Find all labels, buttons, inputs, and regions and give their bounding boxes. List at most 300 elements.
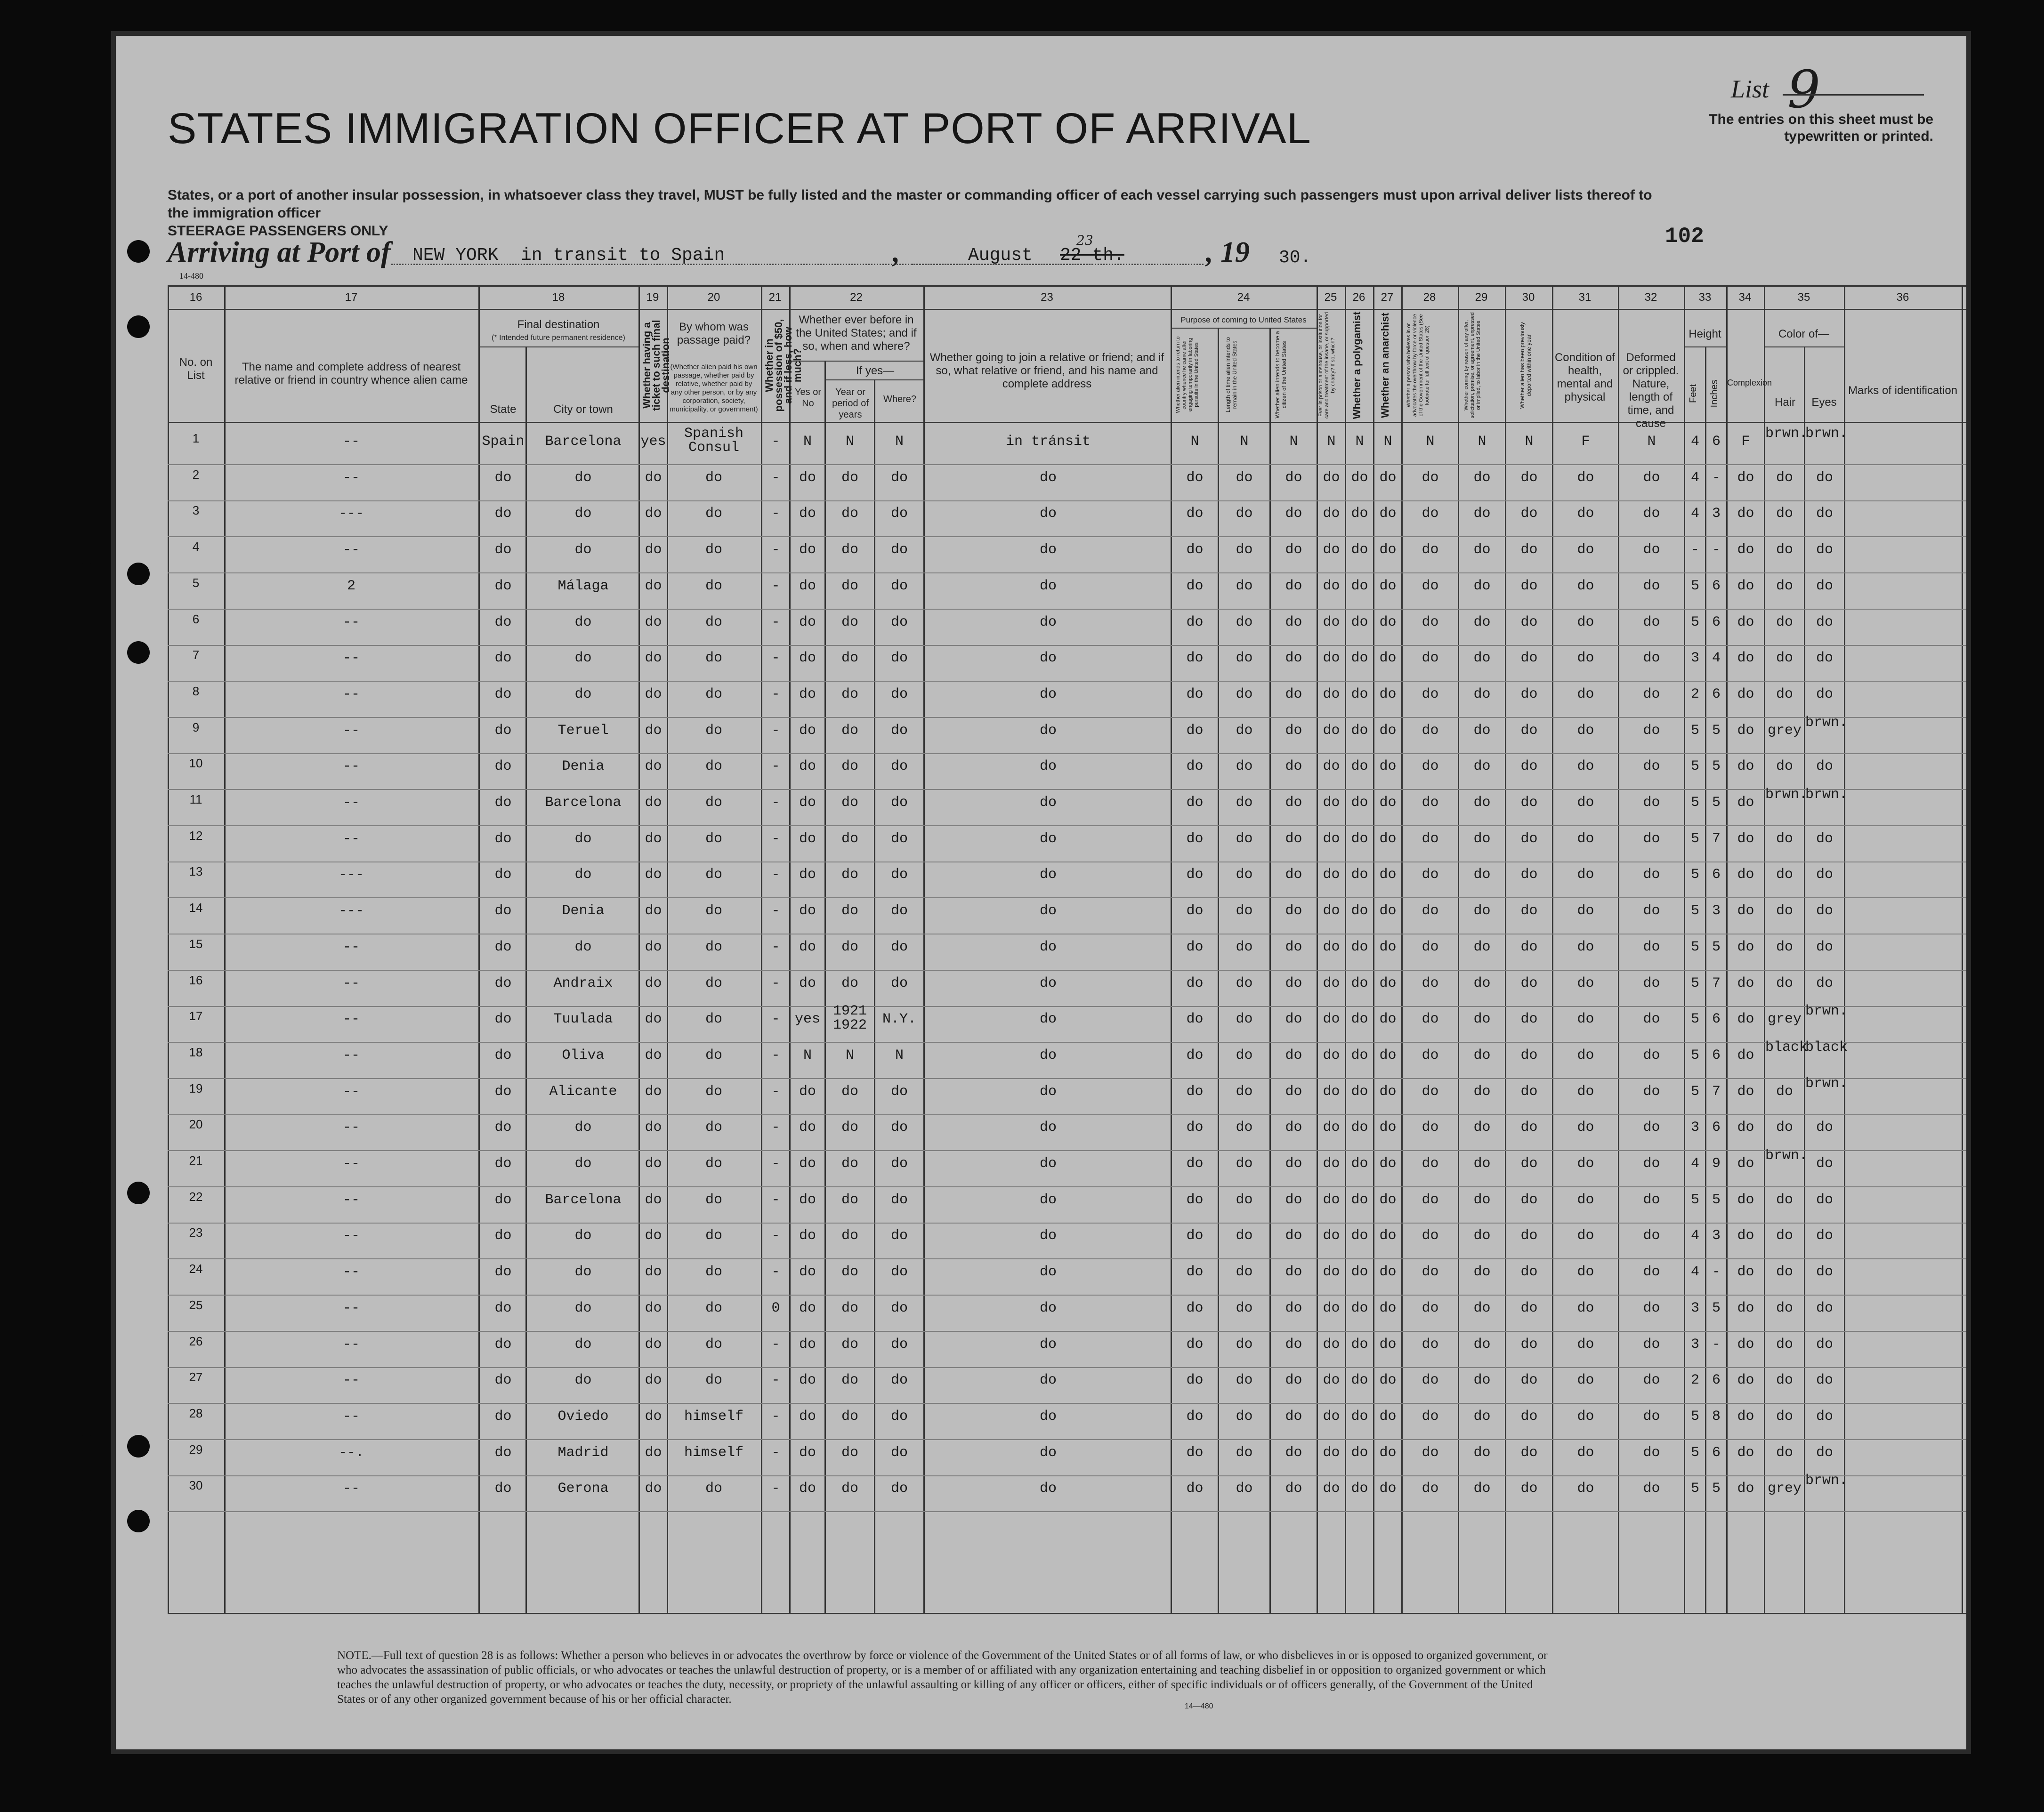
cell-yn: do [799,614,816,630]
cell-p2: do [1236,1192,1253,1208]
cell-yn: do [799,1119,816,1136]
row-rule [168,1439,1966,1440]
cell-join: do [1039,1337,1057,1353]
cell-where: do [890,470,908,486]
cell-money: - [771,1409,780,1425]
row-rule [168,1223,1966,1224]
cell-c27: do [1379,1156,1397,1172]
cell-hair: do [1776,939,1793,955]
cell-city: Alicante [549,1084,617,1100]
cell-ticket: yes [640,434,666,450]
cell-hair: do [1776,1300,1793,1316]
header-eyes: Eyes [1811,396,1837,409]
cell-compl: do [1737,831,1754,847]
cell-c29: do [1473,1337,1491,1353]
cell-inches: 6 [1712,578,1721,594]
cell-city: do [574,1119,592,1136]
row-number: 19 [189,1081,203,1095]
cell-c30: do [1520,1300,1538,1316]
cell-rel: -- [342,1228,360,1244]
cell-state: do [494,1192,512,1208]
cell-year: do [841,542,858,558]
cell-money: - [771,1084,780,1100]
cell-compl: do [1737,758,1754,774]
cell-city: do [574,614,592,630]
cell-c27: do [1379,831,1397,847]
cell-c28: do [1422,1372,1439,1388]
colnum-24: 24 [1237,291,1250,304]
cell-c27: do [1379,578,1397,594]
cell-c26: do [1351,1228,1368,1244]
row-rule [168,789,1966,790]
cell-eyes: do [1816,1300,1833,1316]
cell-compl: do [1737,542,1754,558]
cell-c28: do [1422,578,1439,594]
cell-yn: do [799,650,816,666]
cell-p3: do [1285,1119,1302,1136]
cell-rel: -- [342,723,360,739]
cell-p1: do [1186,1409,1204,1425]
cell-p1: do [1186,1119,1204,1136]
cell-c28: do [1422,758,1439,774]
header-complexion: Complexion [1727,378,1772,387]
cell-where: N [895,1047,904,1063]
cell-state: do [494,903,512,919]
cell-p3: do [1285,1445,1302,1461]
cell-health: do [1577,1337,1594,1353]
cell-hair: do [1776,903,1793,919]
cell-feet: 2 [1690,686,1699,702]
cell-paid: do [705,1337,722,1353]
cell-money: - [771,542,780,558]
cell-paid: do [705,1192,722,1208]
binder-hole [127,1182,150,1204]
cell-c29: do [1473,686,1491,702]
cell-eyes: brwn. [1805,715,1848,731]
row-number: 12 [189,829,203,843]
cell-hair: grey [1767,1481,1802,1497]
cell-deform: do [1643,650,1660,666]
cell-deform: do [1643,1337,1660,1353]
cell-health: do [1577,1228,1594,1244]
cell-p2: do [1236,614,1253,630]
cell-join: do [1039,1119,1057,1136]
cell-where: do [890,1119,908,1136]
cell-c30: do [1520,975,1538,991]
cell-rel: -- [342,1372,360,1388]
cell-c29: do [1473,831,1491,847]
cell-p1: do [1186,975,1204,991]
cell-where: N.Y. [882,1011,916,1027]
row-rule [168,1367,1966,1368]
cell-where: do [890,1337,908,1353]
cell-ticket: do [645,758,662,774]
cell-c30: do [1520,758,1538,774]
cell-c27: do [1379,867,1397,883]
row-rule [168,1078,1966,1079]
cell-hair: do [1776,686,1793,702]
row-number: 14 [189,901,203,915]
cell-join: do [1039,831,1057,847]
cell-c28: do [1422,614,1439,630]
cell-ticket: do [645,686,662,702]
cell-yn: do [799,578,816,594]
cell-state: do [494,1119,512,1136]
cell-city: do [574,1372,592,1388]
cell-rel: -- [342,1264,360,1280]
cell-paid: do [705,867,722,883]
cell-yn: do [799,939,816,955]
cell-paid: do [705,939,722,955]
header-q29: Whether coming by reason of any offer, solicitation, promise, or agreement, expressed or implied, to labor in the United States [1463,312,1481,419]
cell-p1: do [1186,578,1204,594]
cell-where: do [890,1372,908,1388]
cell-p2: do [1236,723,1253,739]
cell-feet: 5 [1690,1192,1699,1208]
cell-paid: do [705,723,722,739]
cell-inches: - [1712,470,1721,486]
entries-note: The entries on this sheet must be typewritten or printed. [1709,112,1933,144]
header-deformed: Deformed or crippled. Nature, length of time, and cause [1623,351,1679,430]
cell-p1: do [1186,939,1204,955]
cell-inches: 8 [1712,1409,1721,1425]
cell-paid: Spanish Consul [684,426,744,456]
cell-eyes: do [1816,1409,1833,1425]
cell-c25: do [1323,1119,1340,1136]
cell-year: do [841,1264,858,1280]
cell-c25: do [1323,831,1340,847]
cell-compl: do [1737,650,1754,666]
cell-c27: do [1379,1300,1397,1316]
cell-p2: do [1236,1337,1253,1353]
cell-c26: do [1351,1445,1368,1461]
cell-p3: do [1285,758,1302,774]
cell-money: - [771,434,780,450]
cell-c30: do [1520,1192,1538,1208]
cell-p3: do [1285,867,1302,883]
row-rule [168,1042,1966,1043]
binder-hole [127,1435,150,1458]
cell-p1: do [1186,1084,1204,1100]
cell-deform: do [1643,1192,1660,1208]
cell-p1: do [1186,831,1204,847]
row-rule [168,1186,1966,1187]
cell-health: do [1577,758,1594,774]
cell-state: do [494,939,512,955]
cell-compl: do [1737,1156,1754,1172]
cell-p1: do [1186,1156,1204,1172]
cell-p1: N [1190,434,1199,450]
cell-inches: - [1712,542,1721,558]
header-purpose-b: Length of time alien intends to remain in the United States [1225,337,1238,413]
binder-hole [127,641,150,664]
header-inches: Inches [1709,379,1720,408]
cell-c25: do [1323,1337,1340,1353]
cell-paid: do [705,1300,722,1316]
cell-eyes: do [1816,1337,1833,1353]
cell-join: do [1039,1192,1057,1208]
binder-hole [75,315,98,338]
cell-c28: do [1422,1264,1439,1280]
cell-hair: do [1776,1084,1793,1100]
date-day-struck: 22 th. [1060,245,1124,266]
cell-city: do [574,470,592,486]
arriving-line [168,236,391,269]
cell-c25: do [1323,939,1340,955]
cell-p1: do [1186,470,1204,486]
cell-health: do [1577,939,1594,955]
cell-rel: -- [342,650,360,666]
cell-compl: do [1737,506,1754,522]
cell-c26: do [1351,470,1368,486]
row-rule [168,1511,1966,1512]
cell-hair: brwn. [1765,787,1808,803]
cell-where: do [890,758,908,774]
cell-p2: do [1236,975,1253,991]
cell-c30: do [1520,723,1538,739]
cell-health: do [1577,795,1594,811]
cell-yn: do [799,795,816,811]
cell-c28: do [1422,903,1439,919]
cell-eyes: do [1816,470,1833,486]
cell-ticket: do [645,939,662,955]
cell-p3: do [1285,903,1302,919]
cell-c30: N [1525,434,1534,450]
cell-deform: do [1643,542,1660,558]
row-rule [168,464,1966,465]
cell-money: - [771,795,780,811]
cell-c25: do [1323,1228,1340,1244]
cell-c26: do [1351,795,1368,811]
cell-yn: do [799,506,816,522]
cell-c27: do [1379,542,1397,558]
header-if-yes: If yes— [856,364,895,377]
cell-eyes: do [1816,1119,1833,1136]
cell-city: Madrid [557,1445,609,1461]
cell-feet: 3 [1690,650,1699,666]
cell-join: do [1039,614,1057,630]
cell-p2: do [1236,939,1253,955]
cell-c29: do [1473,939,1491,955]
subheader-line [1764,346,1844,347]
cell-deform: do [1643,1264,1660,1280]
cell-c25: do [1323,903,1340,919]
cell-rel: 2 [347,578,355,594]
cell-eyes: do [1816,1372,1833,1388]
cell-yn: yes [794,1011,820,1027]
cell-hair: do [1776,470,1793,486]
cell-rel: --- [338,867,364,883]
cell-deform: do [1643,1047,1660,1063]
cell-join: do [1039,758,1057,774]
cell-c29: do [1473,1119,1491,1136]
cell-inches: - [1712,1264,1721,1280]
cell-p3: do [1285,939,1302,955]
cell-yn: do [799,1481,816,1497]
cell-c27: do [1379,723,1397,739]
header-year-period: Year or period of years [832,387,869,420]
cell-c29: do [1473,867,1491,883]
cell-deform: do [1643,1156,1660,1172]
cell-eyes: brwn. [1805,426,1848,442]
cell-feet: 5 [1690,831,1699,847]
cell-p1: do [1186,1445,1204,1461]
cell-year: do [841,903,858,919]
cell-health: do [1577,1047,1594,1063]
cell-c30: do [1520,1011,1538,1027]
cell-paid: do [705,903,722,919]
cell-c29: do [1473,1264,1491,1280]
colnum-16: 16 [189,291,202,304]
cell-paid: do [705,975,722,991]
cell-c26: do [1351,1481,1368,1497]
cell-where: N [895,434,904,450]
cell-p2: do [1236,1156,1253,1172]
header-feet: Feet [1688,384,1698,403]
colnum-row-border [168,309,1966,310]
cell-c27: do [1379,1047,1397,1063]
cell-join: do [1039,1264,1057,1280]
cell-state: do [494,1264,512,1280]
cell-where: do [890,1409,908,1425]
cell-feet: 4 [1690,506,1699,522]
cell-money: - [771,614,780,630]
cell-money: - [771,1445,780,1461]
cell-money: - [771,867,780,883]
cell-join: do [1039,542,1057,558]
cell-inches: 6 [1712,686,1721,702]
cell-inches: 7 [1712,1084,1721,1100]
cell-eyes: do [1816,686,1833,702]
cell-city: Oviedo [557,1409,609,1425]
vline [1844,285,1845,1613]
cell-deform: do [1643,795,1660,811]
cell-ticket: do [645,1372,662,1388]
cell-deform: do [1643,1084,1660,1100]
cell-money: - [771,758,780,774]
cell-eyes: do [1816,506,1833,522]
cell-p1: do [1186,1337,1204,1353]
cell-c30: do [1520,1047,1538,1063]
arriving-label: Arriving at Port of [168,236,391,268]
cell-p3: do [1285,975,1302,991]
cell-hair: do [1776,758,1793,774]
cell-health: do [1577,1481,1594,1497]
cell-c26: do [1351,1372,1368,1388]
cell-c30: do [1520,1264,1538,1280]
cell-p1: do [1186,686,1204,702]
subheader-line [1171,328,1317,329]
binder-hole [127,1510,150,1532]
cell-join: do [1039,1372,1057,1388]
cell-c26: do [1351,1409,1368,1425]
cell-state: do [494,1445,512,1461]
page-number: 102 [1665,224,1704,249]
header-where: Where? [883,394,917,404]
cell-rel: -- [342,975,360,991]
cell-year: do [841,1445,858,1461]
cell-inches: 6 [1712,1119,1721,1136]
cell-p1: do [1186,1264,1204,1280]
cell-join: do [1039,1011,1057,1027]
cell-city: Denia [562,903,605,919]
cell-compl: do [1737,1264,1754,1280]
cell-c26: do [1351,1300,1368,1316]
cell-c27: N [1383,434,1392,450]
header-purpose-c: Whether alien intends to become a citizen of the United States [1274,331,1287,419]
row-number: 24 [189,1262,203,1276]
cell-c30: do [1520,614,1538,630]
cell-compl: do [1737,1337,1754,1353]
cell-where: do [890,1192,908,1208]
cell-yn: do [799,758,816,774]
cell-paid: do [705,542,722,558]
cell-money: - [771,1192,780,1208]
cell-join: do [1039,1156,1057,1172]
row-rule [168,1114,1966,1115]
cell-where: do [890,723,908,739]
cell-inches: 5 [1712,1192,1721,1208]
list-label: List [1731,75,1769,103]
cell-p1: do [1186,758,1204,774]
cell-inches: 7 [1712,975,1721,991]
cell-compl: do [1737,1192,1754,1208]
cell-inches: 5 [1712,939,1721,955]
cell-health: do [1577,470,1594,486]
subheader-line [1684,346,1726,347]
cell-health: do [1577,831,1594,847]
vline [874,379,875,1613]
cell-c27: do [1379,1409,1397,1425]
footnote: NOTE.—Full text of question 28 is as follows: Whether a person who believes in or advocates the overthrow by force or violence of the Government of the United States or of all forms of law, or who disbelieves in or is opposed to organized government, or who advocates the assassination of public officials, or who advocates or teaches the unlawful destruction of property, or is a member of or affiliated with any organization entertaining and teaching disbelief in or opposition to organized government or which teaches the unlawful destruction of property, or who advocates or teaches the duty, necessity, or propriety of the unlawful assaulting or killing of any officer or officers, either of specific individuals or of officers generally, of the Government of the United States or of any other organized government because of his or her official character. [337,1649,1548,1706]
header-final-destination: Final destination [517,318,600,331]
cell-compl: do [1737,578,1754,594]
cell-city: Andraix [553,975,613,991]
binder-hole [75,1510,98,1532]
cell-c29: N [1478,434,1487,450]
cell-feet: 4 [1690,1228,1699,1244]
cell-health: do [1577,1084,1594,1100]
cell-paid: do [705,686,722,702]
cell-year: do [841,831,858,847]
cell-money: - [771,1337,780,1353]
cell-ticket: do [645,1192,662,1208]
cell-p2: do [1236,650,1253,666]
cell-ticket: do [645,1409,662,1425]
cell-hair: do [1776,1228,1793,1244]
cell-p3: do [1285,1156,1302,1172]
cell-c26: do [1351,1047,1368,1063]
cell-paid: himself [684,1445,744,1461]
header-q30: Whether alien has been previously deported within one year [1519,322,1532,409]
cell-p2: do [1236,1409,1253,1425]
cell-feet: 5 [1690,1047,1699,1063]
cell-ticket: do [645,1264,662,1280]
cell-c28: do [1422,831,1439,847]
cell-c26: do [1351,1156,1368,1172]
colnum-28: 28 [1423,291,1436,304]
cell-p2: do [1236,1264,1253,1280]
cell-c26: do [1351,758,1368,774]
cell-feet: 5 [1690,1409,1699,1425]
cell-state: do [494,1372,512,1388]
cell-money: - [771,686,780,702]
cell-c27: do [1379,506,1397,522]
cell-health: do [1577,614,1594,630]
cell-c28: do [1422,1047,1439,1063]
colnum-31: 31 [1578,291,1592,304]
cell-c29: do [1473,1300,1491,1316]
